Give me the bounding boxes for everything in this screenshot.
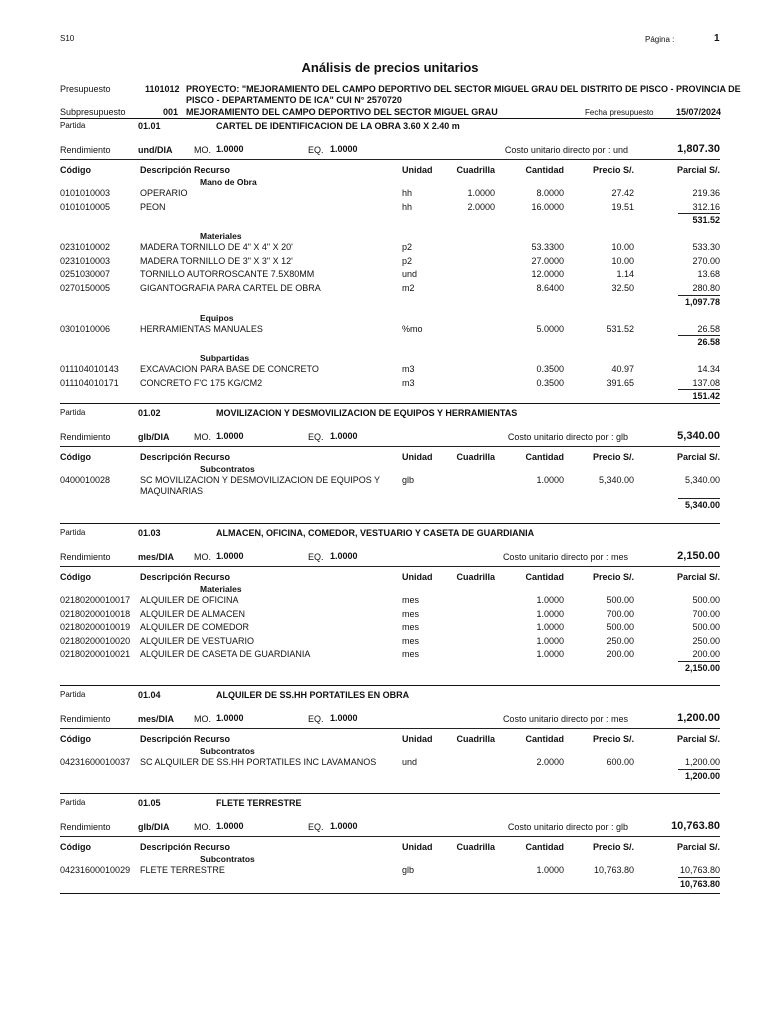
eq-label: EQ. <box>308 714 324 724</box>
col-descripcion-header: Descripción Recurso <box>140 572 231 582</box>
cell-unidad: und <box>402 269 418 280</box>
partida-label: Partida <box>60 528 86 537</box>
cell-parcial: 533.30 <box>692 242 720 253</box>
rendimiento-label: Rendimiento <box>60 145 111 155</box>
subtotal-divider <box>678 295 720 296</box>
cell-cuadrilla: 2.0000 <box>467 201 495 212</box>
costo-value: 1,200.00 <box>677 712 720 724</box>
col-codigo-header: Código <box>60 452 91 462</box>
cell-desc: ALQUILER DE ALMACEN <box>140 608 246 619</box>
cell-cantidad: 53.3300 <box>531 242 564 253</box>
group-subtotal: 2,150.00 <box>684 663 720 673</box>
cell-precio: 10.00 <box>611 242 634 253</box>
subtotal-divider <box>678 498 720 499</box>
cell-precio: 27.42 <box>611 188 634 198</box>
rendimiento-divider <box>60 836 720 837</box>
cell-cantidad: 8.0000 <box>536 188 564 198</box>
eq-value: 1.0000 <box>330 821 358 831</box>
col-descripcion-header: Descripción Recurso <box>140 842 231 852</box>
partida-name: FLETE TERRESTRE <box>216 798 302 808</box>
col-codigo-header: Código <box>60 165 91 175</box>
rendimiento-value: mes/DIA <box>138 552 175 562</box>
cell-parcial: 270.00 <box>692 255 720 266</box>
cell-unidad: mes <box>402 608 420 619</box>
mo-label: MO. <box>194 552 211 562</box>
group-subtotal: 1,200.00 <box>684 770 720 781</box>
cell-unidad: mes <box>402 635 420 646</box>
cell-unidad: mes <box>402 622 420 633</box>
subpresupuesto-label: Subpresupuesto <box>60 107 126 117</box>
partida-top-divider <box>60 403 720 404</box>
cell-unidad: glb <box>402 865 415 875</box>
rendimiento-divider <box>60 566 720 567</box>
eq-value: 1.0000 <box>330 713 358 723</box>
presupuesto-name-line2: PISCO - DEPARTAMENTO DE ICA" CUI N° 2570720 <box>186 95 402 105</box>
cell-codigo: 011104010143 <box>60 364 119 375</box>
col-unidad-header: Unidad <box>402 452 433 462</box>
mo-label: MO. <box>194 714 211 724</box>
partida-name: ALMACEN, OFICINA, COMEDOR, VESTUARIO Y CASETA DE GUARDIANIA <box>216 528 535 538</box>
cell-cantidad: 1.0000 <box>536 595 564 605</box>
cell-desc: GIGANTOGRAFIA PARA CARTEL DE OBRA <box>140 283 321 293</box>
cell-codigo: 02180200010019 <box>60 622 131 633</box>
cell-cantidad: 8.6400 <box>536 283 564 293</box>
cell-desc: TORNILLO AUTORROSCANTE 7.5X80MM <box>140 269 315 280</box>
col-codigo-header: Código <box>60 734 91 744</box>
col-parcial-header: Parcial S/. <box>676 842 720 852</box>
cell-unidad: hh <box>402 188 413 198</box>
cell-codigo: 0231010002 <box>60 242 111 253</box>
cell-desc: SC MOVILIZACION Y DESMOVILIZACION DE EQUIPOS Y <box>140 475 381 485</box>
col-cuadrilla-header: Cuadrilla <box>456 734 495 744</box>
col-cantidad-header: Cantidad <box>525 572 564 582</box>
costo-label: Costo unitario directo por : glb <box>507 432 628 442</box>
cell-precio: 1.14 <box>616 269 634 280</box>
cell-codigo: 0400010028 <box>60 475 111 485</box>
group-subtotal: 10,763.80 <box>679 878 720 889</box>
cell-unidad: glb <box>402 475 415 485</box>
col-cantidad-header: Cantidad <box>525 842 564 852</box>
col-parcial-header: Parcial S/. <box>676 572 720 582</box>
cell-desc: FLETE TERRESTRE <box>140 865 225 875</box>
group-name: Mano de Obra <box>200 177 257 187</box>
col-unidad-header: Unidad <box>402 572 433 582</box>
subtotal-divider <box>678 877 720 878</box>
cell-codigo: 02180200010017 <box>60 595 131 605</box>
cell-parcial: 280.80 <box>692 283 720 293</box>
cell-parcial: 312.16 <box>692 201 720 212</box>
partida-label: Partida <box>60 798 86 807</box>
rendimiento-value: glb/DIA <box>138 432 170 442</box>
partida-code: 01.01 <box>138 121 161 131</box>
cell-desc: ALQUILER DE COMEDOR <box>140 622 250 633</box>
col-parcial-header: Parcial S/. <box>676 165 720 175</box>
cell-cuadrilla: 1.0000 <box>467 188 495 198</box>
cell-codigo: 02180200010021 <box>60 649 131 660</box>
cell-codigo: 02180200010020 <box>60 635 131 646</box>
subtotal-divider <box>678 335 720 336</box>
cell-cantidad: 1.0000 <box>536 635 564 646</box>
cell-desc: OPERARIO <box>140 188 188 198</box>
cell-codigo: 0101010003 <box>60 188 111 198</box>
col-cuadrilla-header: Cuadrilla <box>456 842 495 852</box>
cell-codigo: 0301010006 <box>60 323 111 334</box>
eq-value: 1.0000 <box>330 551 358 561</box>
eq-label: EQ. <box>308 552 324 562</box>
cell-precio: 5,340.00 <box>598 475 634 485</box>
cell-desc: HERRAMIENTAS MANUALES <box>140 323 263 334</box>
col-codigo-header: Código <box>60 572 91 582</box>
cell-precio: 200.00 <box>606 649 634 660</box>
cell-cantidad: 1.0000 <box>536 608 564 619</box>
cell-codigo: 0270150005 <box>60 283 111 293</box>
subtotal-divider <box>678 389 720 390</box>
group-subtotal: 26.58 <box>697 337 720 348</box>
costo-label: Costo unitario directo por : und <box>504 145 628 155</box>
cell-codigo: 011104010171 <box>60 377 119 388</box>
cell-desc: SC ALQUILER DE SS.HH PORTATILES INC LAVAMANOS <box>140 757 377 767</box>
group-name: Subcontratos <box>200 464 255 474</box>
costo-label: Costo unitario directo por : glb <box>507 822 628 832</box>
cell-parcial: 26.58 <box>697 323 720 334</box>
cell-codigo: 02180200010018 <box>60 608 131 619</box>
page-title: Análisis de precios unitarios <box>301 60 479 75</box>
subtotal-divider <box>678 213 720 214</box>
mo-label: MO. <box>194 822 211 832</box>
group-subtotal: 1,097.78 <box>684 296 720 307</box>
mo-value: 1.0000 <box>216 551 244 561</box>
partida-label: Partida <box>60 408 86 417</box>
subtotal-divider <box>678 769 720 770</box>
cell-desc: ALQUILER DE VESTUARIO <box>140 635 255 646</box>
cell-codigo: 04231600010037 <box>60 757 131 767</box>
col-cuadrilla-header: Cuadrilla <box>456 165 495 175</box>
partida-bottom-divider <box>60 893 720 894</box>
mo-value: 1.0000 <box>216 713 244 723</box>
costo-value: 1,807.30 <box>677 143 720 155</box>
header-divider <box>60 118 720 119</box>
rendimiento-value: glb/DIA <box>138 822 170 832</box>
group-name: Subpartidas <box>200 353 250 364</box>
cell-unidad: mes <box>402 595 420 605</box>
cell-parcial: 137.08 <box>692 377 720 388</box>
group-subtotal: 151.42 <box>692 391 720 402</box>
report-code: S10 <box>60 34 75 43</box>
cell-unidad: hh <box>402 201 413 212</box>
cell-desc: CONCRETO F'C 175 KG/CM2 <box>140 377 263 388</box>
group-subtotal: 531.52 <box>692 215 720 226</box>
page-label: Página : <box>645 35 675 44</box>
rendimiento-label: Rendimiento <box>60 822 111 832</box>
cell-precio: 531.52 <box>606 323 634 334</box>
cell-cantidad: 5.0000 <box>536 323 564 334</box>
presupuesto-name-line1: PROYECTO: "MEJORAMIENTO DEL CAMPO DEPORTIVO DEL SECTOR MIGUEL GRAU DEL DISTRITO DE PISCO - PROVINCIA DE <box>186 84 741 94</box>
rendimiento-value: und/DIA <box>138 145 173 155</box>
cell-desc: MADERA TORNILLO DE 3" X 3" X 12' <box>140 255 293 266</box>
mo-value: 1.0000 <box>216 821 244 831</box>
cell-codigo: 0101010005 <box>60 201 111 212</box>
cell-unidad: %mo <box>402 323 423 334</box>
col-parcial-header: Parcial S/. <box>676 734 720 744</box>
partida-name: ALQUILER DE SS.HH PORTATILES EN OBRA <box>216 690 410 700</box>
cell-parcial: 500.00 <box>692 595 720 605</box>
rendimiento-label: Rendimiento <box>60 552 111 562</box>
col-cantidad-header: Cantidad <box>525 452 564 462</box>
col-codigo-header: Código <box>60 842 91 852</box>
partida-code: 01.04 <box>138 690 161 700</box>
cell-precio: 600.00 <box>606 757 634 767</box>
cell-precio: 250.00 <box>606 635 634 646</box>
group-subtotal: 5,340.00 <box>684 499 720 510</box>
col-cuadrilla-header: Cuadrilla <box>456 452 495 462</box>
cell-parcial: 14.34 <box>697 364 720 375</box>
partida-label: Partida <box>60 690 86 699</box>
cell-unidad: p2 <box>402 255 413 266</box>
cell-codigo: 04231600010029 <box>60 865 131 875</box>
costo-value: 2,150.00 <box>677 550 720 562</box>
col-precio-header: Precio S/. <box>592 734 634 744</box>
cell-precio: 700.00 <box>606 608 634 619</box>
subpresupuesto-code: 001 <box>163 107 179 117</box>
partida-name: MOVILIZACION Y DESMOVILIZACION DE EQUIPOS Y HERRAMIENTAS <box>216 408 518 418</box>
cell-unidad: m3 <box>402 364 415 375</box>
cell-cantidad: 1.0000 <box>536 865 564 875</box>
group-name: Materiales <box>200 231 242 242</box>
mo-value: 1.0000 <box>216 431 244 441</box>
mo-label: MO. <box>194 145 211 155</box>
col-unidad-header: Unidad <box>402 842 433 852</box>
cell-cantidad: 27.0000 <box>531 255 564 266</box>
cell-cantidad: 1.0000 <box>536 622 564 633</box>
fecha-value: 15/07/2024 <box>676 107 722 117</box>
subtotal-divider <box>678 661 720 662</box>
cell-cantidad: 0.3500 <box>536 377 564 388</box>
cell-desc: MAQUINARIAS <box>140 486 204 496</box>
costo-value: 10,763.80 <box>671 820 720 832</box>
cell-precio: 391.65 <box>606 377 634 388</box>
col-parcial-header: Parcial S/. <box>676 452 720 462</box>
partida-code: 01.03 <box>138 528 161 538</box>
cell-precio: 10,763.80 <box>593 865 634 875</box>
eq-label: EQ. <box>308 822 324 832</box>
cell-parcial: 250.00 <box>692 635 720 646</box>
cell-parcial: 700.00 <box>692 608 720 619</box>
rendimiento-label: Rendimiento <box>60 432 111 442</box>
mo-value: 1.0000 <box>216 144 244 154</box>
rendimiento-label: Rendimiento <box>60 714 111 724</box>
cell-parcial: 1,200.00 <box>684 757 720 767</box>
cell-unidad: und <box>402 757 418 767</box>
partida-top-divider <box>60 793 720 794</box>
eq-label: EQ. <box>308 145 324 155</box>
cell-desc: ALQUILER DE CASETA DE GUARDIANIA <box>140 649 311 660</box>
cell-cantidad: 1.0000 <box>536 649 564 660</box>
cell-parcial: 13.68 <box>697 269 720 280</box>
col-precio-header: Precio S/. <box>592 572 634 582</box>
partida-code: 01.05 <box>138 798 161 808</box>
rendimiento-divider <box>60 159 720 160</box>
cell-parcial: 500.00 <box>692 622 720 633</box>
eq-value: 1.0000 <box>330 144 358 154</box>
costo-value: 5,340.00 <box>677 430 720 442</box>
subpresupuesto-name: MEJORAMIENTO DEL CAMPO DEPORTIVO DEL SECTOR MIGUEL GRAU <box>186 107 498 117</box>
col-precio-header: Precio S/. <box>592 452 634 462</box>
cell-parcial: 219.36 <box>692 188 720 198</box>
cell-precio: 32.50 <box>611 283 634 293</box>
cell-precio: 500.00 <box>606 595 634 605</box>
costo-label: Costo unitario directo por : mes <box>502 714 628 724</box>
cell-unidad: p2 <box>402 242 413 253</box>
cell-unidad: m2 <box>402 283 415 293</box>
col-precio-header: Precio S/. <box>592 842 634 852</box>
cell-codigo: 0251030007 <box>60 269 111 280</box>
rendimiento-value: mes/DIA <box>138 714 175 724</box>
cell-cantidad: 12.0000 <box>531 269 564 280</box>
col-cantidad-header: Cantidad <box>525 734 564 744</box>
group-name: Equipos <box>200 312 234 323</box>
col-descripcion-header: Descripción Recurso <box>140 452 231 462</box>
partida-name: CARTEL DE IDENTIFICACION DE LA OBRA 3.60 X 2.40 m <box>216 121 460 131</box>
partida-code: 01.02 <box>138 408 161 418</box>
col-cuadrilla-header: Cuadrilla <box>456 572 495 582</box>
partida-top-divider <box>60 685 720 686</box>
cell-desc: PEON <box>140 201 166 212</box>
mo-label: MO. <box>194 432 211 442</box>
fecha-label: Fecha presupuesto <box>585 108 654 117</box>
cell-cantidad: 16.0000 <box>531 201 564 212</box>
cell-unidad: mes <box>402 649 420 660</box>
group-name: Materiales <box>200 584 242 594</box>
rendimiento-divider <box>60 728 720 729</box>
col-descripcion-header: Descripción Recurso <box>140 734 231 744</box>
presupuesto-code: 1101012 <box>145 84 180 94</box>
col-precio-header: Precio S/. <box>592 165 634 175</box>
group-name: Subcontratos <box>200 854 255 864</box>
cell-precio: 40.97 <box>611 364 634 375</box>
partida-top-divider <box>60 523 720 524</box>
cell-cantidad: 2.0000 <box>536 757 564 767</box>
rendimiento-divider <box>60 446 720 447</box>
eq-label: EQ. <box>308 432 324 442</box>
cell-desc: MADERA TORNILLO DE 4" X 4" X 20' <box>140 242 293 253</box>
col-cantidad-header: Cantidad <box>525 165 564 175</box>
cell-precio: 19.51 <box>611 201 634 212</box>
presupuesto-label: Presupuesto <box>60 84 111 94</box>
eq-value: 1.0000 <box>330 431 358 441</box>
col-descripcion-header: Descripción Recurso <box>140 165 231 175</box>
cell-precio: 500.00 <box>606 622 634 633</box>
cell-cantidad: 0.3500 <box>536 364 564 375</box>
cell-desc: ALQUILER DE OFICINA <box>140 595 239 605</box>
page-number: 1 <box>714 33 720 44</box>
cell-unidad: m3 <box>402 377 415 388</box>
cell-parcial: 5,340.00 <box>684 475 720 485</box>
cell-codigo: 0231010003 <box>60 255 111 266</box>
group-name: Subcontratos <box>200 746 255 756</box>
cell-precio: 10.00 <box>611 255 634 266</box>
costo-label: Costo unitario directo por : mes <box>502 552 628 562</box>
cell-desc: EXCAVACION PARA BASE DE CONCRETO <box>140 364 319 375</box>
col-unidad-header: Unidad <box>402 734 433 744</box>
cell-parcial: 10,763.80 <box>679 865 720 875</box>
col-unidad-header: Unidad <box>402 165 433 175</box>
partida-label: Partida <box>60 121 86 130</box>
cell-parcial: 200.00 <box>692 649 720 660</box>
cell-cantidad: 1.0000 <box>536 475 564 485</box>
